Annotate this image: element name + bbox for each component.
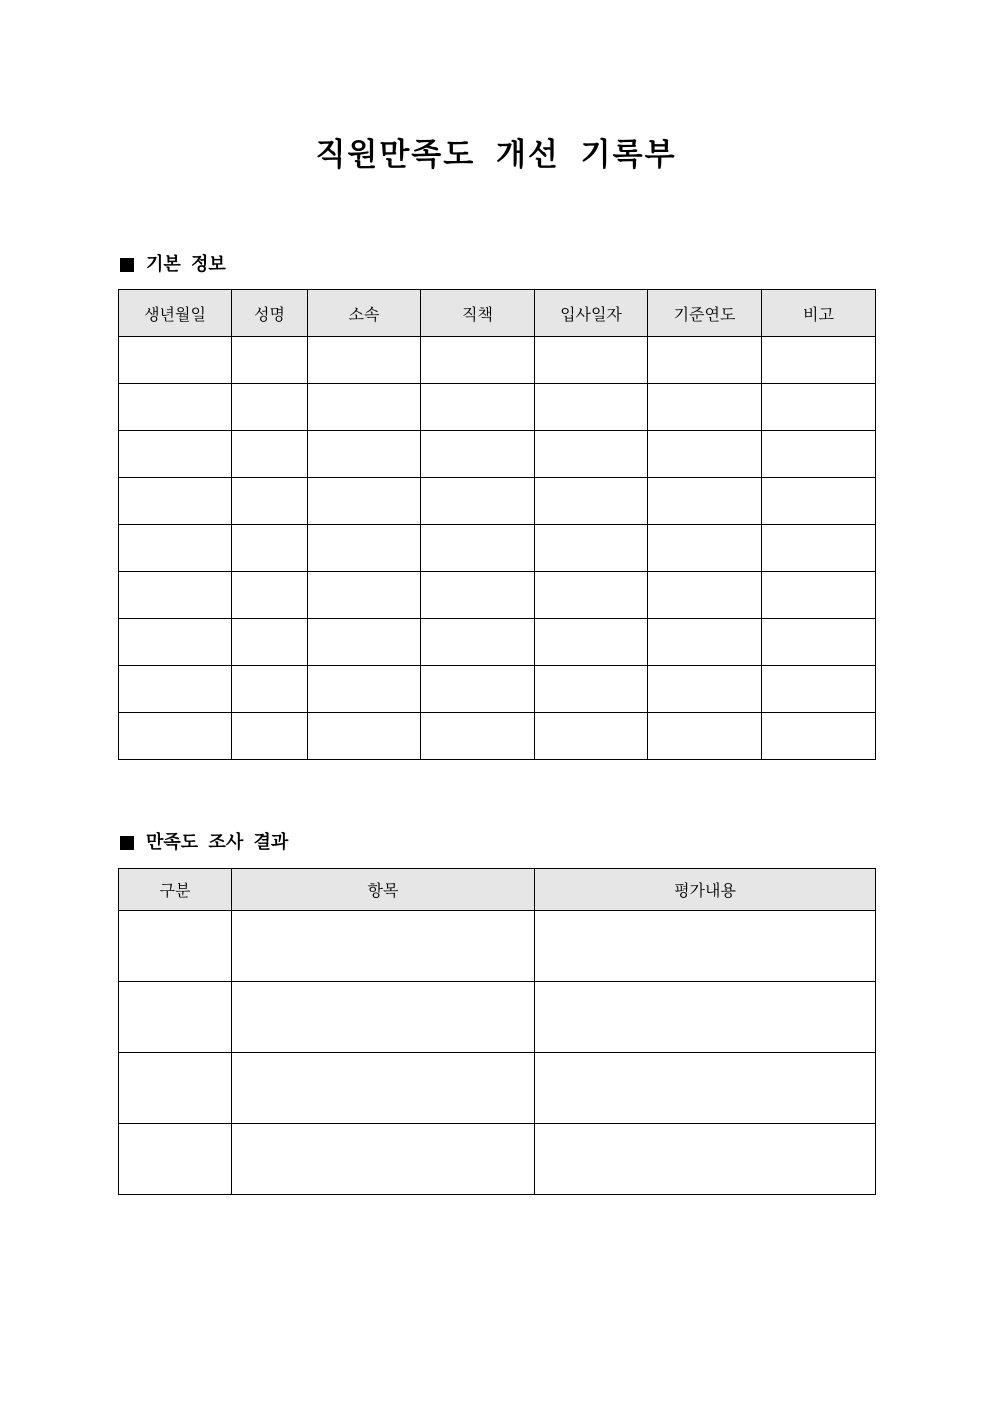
table-cell[interactable] (232, 713, 308, 760)
table-cell[interactable] (762, 478, 876, 525)
table-row (119, 1124, 876, 1195)
table-cell[interactable] (535, 478, 648, 525)
table-cell[interactable] (535, 337, 648, 384)
table-cell[interactable] (232, 337, 308, 384)
survey-results-table (118, 868, 876, 1195)
table-cell[interactable] (762, 572, 876, 619)
table-cell[interactable] (421, 666, 535, 713)
table-cell[interactable] (421, 337, 535, 384)
table-cell[interactable] (535, 911, 876, 982)
table-cell[interactable] (421, 713, 535, 760)
table-cell[interactable] (232, 1053, 535, 1124)
table-cell[interactable] (119, 982, 232, 1053)
table-cell[interactable] (762, 337, 876, 384)
table-cell[interactable] (119, 431, 232, 478)
section-heading-label: 만족도 조사 결과 (146, 832, 289, 853)
table-cell[interactable] (648, 384, 762, 431)
table-cell[interactable] (648, 666, 762, 713)
table-row (119, 713, 876, 760)
table-row (119, 982, 876, 1053)
table-cell[interactable] (119, 666, 232, 713)
table-cell[interactable] (648, 525, 762, 572)
table-row (119, 572, 876, 619)
table-cell[interactable] (648, 431, 762, 478)
table-cell[interactable] (648, 478, 762, 525)
table-header-row (119, 290, 876, 337)
table-cell[interactable] (119, 478, 232, 525)
column-header-remarks: 비고 (762, 290, 876, 337)
table-cell[interactable] (762, 431, 876, 478)
table-cell[interactable] (648, 572, 762, 619)
table-cell[interactable] (119, 911, 232, 982)
table-cell[interactable] (308, 431, 421, 478)
table-cell[interactable] (421, 525, 535, 572)
table-cell[interactable] (232, 666, 308, 713)
table-cell[interactable] (535, 1053, 876, 1124)
table-cell[interactable] (119, 1124, 232, 1195)
column-header-birthdate: 생년월일 (119, 290, 232, 337)
table-cell[interactable] (535, 384, 648, 431)
table-cell[interactable] (308, 478, 421, 525)
table-cell[interactable] (648, 619, 762, 666)
table-row (119, 431, 876, 478)
table-cell[interactable] (535, 713, 648, 760)
table-row (119, 911, 876, 982)
table-cell[interactable] (421, 619, 535, 666)
column-header-category: 구분 (119, 869, 232, 911)
table-cell[interactable] (535, 572, 648, 619)
column-header-base-year: 기준연도 (648, 290, 762, 337)
column-header-name: 성명 (232, 290, 308, 337)
column-header-hire-date: 입사일자 (535, 290, 648, 337)
table-cell[interactable] (232, 384, 308, 431)
table-cell[interactable] (421, 572, 535, 619)
table-cell[interactable] (762, 525, 876, 572)
table-cell[interactable] (232, 431, 308, 478)
section-heading-label: 기본 정보 (146, 254, 226, 275)
table-cell[interactable] (232, 619, 308, 666)
table-row (119, 478, 876, 525)
table-cell[interactable] (648, 713, 762, 760)
table-row (119, 666, 876, 713)
table-cell[interactable] (762, 666, 876, 713)
table-cell[interactable] (308, 525, 421, 572)
table-row (119, 619, 876, 666)
table-cell[interactable] (421, 384, 535, 431)
table-cell[interactable] (535, 1124, 876, 1195)
section-heading-basic-info (118, 253, 226, 277)
table-cell[interactable] (232, 982, 535, 1053)
table-cell[interactable] (308, 619, 421, 666)
page-title: 직원만족도 개선 기록부 (315, 137, 677, 173)
table-cell[interactable] (421, 431, 535, 478)
table-cell[interactable] (232, 911, 535, 982)
table-cell[interactable] (535, 982, 876, 1053)
table-cell[interactable] (119, 525, 232, 572)
section-heading-survey-results (118, 831, 288, 855)
table-cell[interactable] (308, 572, 421, 619)
black-square-icon (120, 258, 134, 272)
table-cell[interactable] (535, 619, 648, 666)
basic-info-table (118, 289, 876, 760)
table-row (119, 384, 876, 431)
table-cell[interactable] (308, 666, 421, 713)
table-cell[interactable] (535, 431, 648, 478)
table-cell[interactable] (119, 619, 232, 666)
table-cell[interactable] (308, 384, 421, 431)
table-cell[interactable] (119, 713, 232, 760)
table-cell[interactable] (232, 572, 308, 619)
table-cell[interactable] (119, 1053, 232, 1124)
table-cell[interactable] (535, 525, 648, 572)
black-square-icon (120, 836, 134, 850)
column-header-department: 소속 (308, 290, 421, 337)
table-cell[interactable] (308, 337, 421, 384)
table-cell[interactable] (762, 713, 876, 760)
table-cell[interactable] (232, 525, 308, 572)
table-cell[interactable] (308, 713, 421, 760)
table-cell[interactable] (648, 337, 762, 384)
column-header-item: 항목 (232, 869, 535, 911)
table-cell[interactable] (232, 1124, 535, 1195)
table-cell[interactable] (119, 572, 232, 619)
table-row (119, 525, 876, 572)
table-row (119, 337, 876, 384)
table-cell[interactable] (762, 384, 876, 431)
table-cell[interactable] (232, 478, 308, 525)
table-row (119, 1053, 876, 1124)
table-cell[interactable] (535, 666, 648, 713)
column-header-evaluation: 평가내용 (535, 869, 876, 911)
table-cell[interactable] (762, 619, 876, 666)
column-header-position: 직책 (421, 290, 535, 337)
table-header-row (119, 869, 876, 911)
table-cell[interactable] (421, 478, 535, 525)
table-cell[interactable] (119, 384, 232, 431)
table-cell[interactable] (119, 337, 232, 384)
